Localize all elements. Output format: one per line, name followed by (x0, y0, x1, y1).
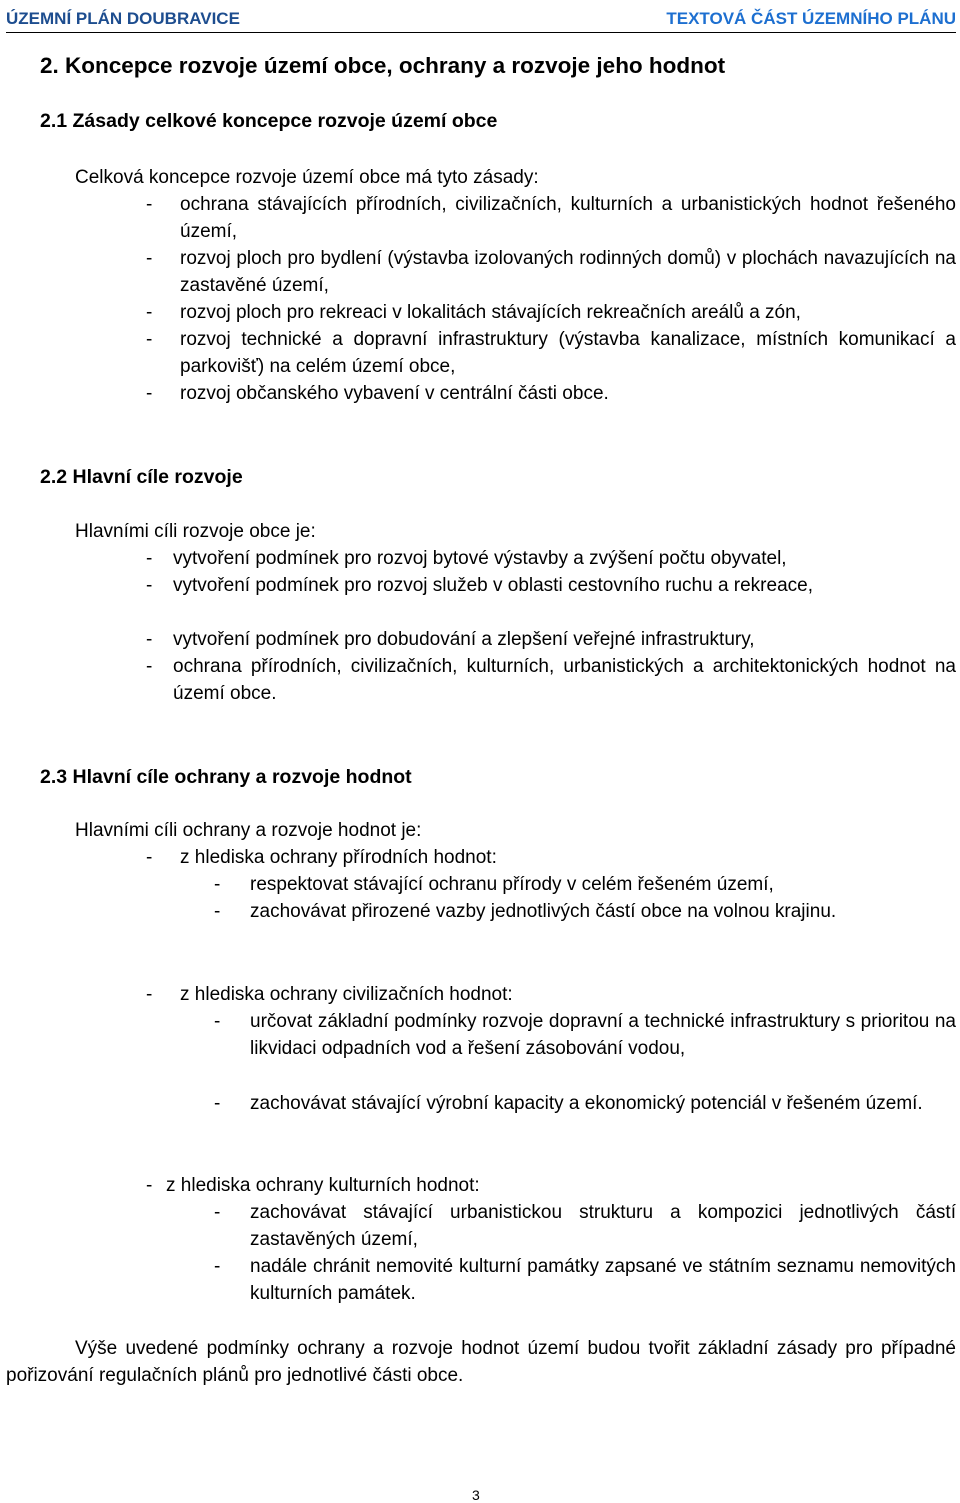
list-item: zachovávat přirozené vazby jednotlivých částí obce na volnou krajinu. (250, 901, 837, 922)
bullet-dash: - (214, 1011, 221, 1032)
section-2-2-intro: Hlavními cíli rozvoje obce je: (75, 521, 316, 542)
page-number: 3 (472, 1487, 480, 1503)
bullet-dash: - (146, 575, 153, 596)
document-title: ÚZEMNÍ PLÁN DOUBRAVICE (6, 9, 240, 28)
bullet-dash: - (146, 548, 153, 569)
bullet-dash: - (146, 383, 153, 404)
bullet-dash: - (146, 329, 153, 350)
list-item: ochrana přírodních, civilizačních, kulturních, urbanistických a architektonických hodnot na území obce. (173, 656, 956, 704)
section-2-1-intro: Celková koncepce rozvoje území obce má tyto zásady: (75, 167, 539, 188)
section-2-2-title: 2.2 Hlavní cíle rozvoje (40, 466, 243, 488)
list-item: rozvoj technické a dopravní infrastruktury (výstavba kanalizace, místních komunikací a parkovišť) na celém území obce, (180, 329, 956, 377)
bullet-dash: - (146, 194, 153, 215)
bullet-dash: - (214, 1202, 221, 1223)
list-item: ochrana stávajících přírodních, civilizačních, kulturních a urbanistických hodnot řešeného území, (180, 194, 956, 242)
list-item: zachovávat stávající výrobní kapacity a ekonomický potenciál v řešeném území. (250, 1093, 923, 1114)
list-item: určovat základní podmínky rozvoje dopravní a technické infrastruktury s prioritou na likvidaci odpadních vod a řešení zásobování vodou, (250, 1011, 956, 1059)
bullet-dash: - (146, 847, 153, 868)
list-item: rozvoj ploch pro bydlení (výstavba izolovaných rodinných domů) v plochách navazujících na zastavěné území, (180, 248, 956, 296)
list-item: zachovávat stávající urbanistickou strukturu a kompozici jednotlivých částí zastavěných území, (250, 1202, 956, 1250)
bullet-dash: - (146, 248, 153, 269)
section-2-1-title: 2.1 Zásady celkové koncepce rozvoje území obce (40, 110, 498, 132)
bullet-dash: - (214, 1256, 221, 1277)
group-label: z hlediska ochrany civilizačních hodnot: (180, 984, 513, 1005)
chapter-title: 2. Koncepce rozvoje území obce, ochrany a rozvoje jeho hodnot (40, 53, 726, 78)
list-item: nadále chránit nemovité kulturní památky zapsané ve státním seznamu nemovitých kulturních památek. (250, 1256, 956, 1304)
list-item: respektovat stávající ochranu přírody v celém řešeném území, (250, 874, 774, 895)
bullet-dash: - (214, 874, 221, 895)
bullet-dash: - (214, 901, 221, 922)
document-section: TEXTOVÁ ČÁST ÚZEMNÍHO PLÁNU (666, 9, 956, 28)
section-2-3-intro: Hlavními cíli ochrany a rozvoje hodnot je: (75, 820, 422, 841)
list-item: rozvoj občanského vybavení v centrální části obce. (180, 383, 609, 404)
bullet-dash: - (146, 984, 153, 1005)
bullet-dash: - (146, 629, 153, 650)
list-item: vytvoření podmínek pro rozvoj služeb v oblasti cestovního ruchu a rekreace, (173, 575, 813, 596)
section-2-3-title: 2.3 Hlavní cíle ochrany a rozvoje hodnot (40, 766, 412, 788)
list-item: vytvoření podmínek pro dobudování a zlepšení veřejné infrastruktury, (173, 629, 755, 650)
bullet-dash: - (146, 302, 153, 323)
bullet-dash: - (146, 656, 153, 677)
bullet-dash: - (214, 1093, 221, 1114)
page-header (6, 6, 956, 33)
group-label: z hlediska ochrany přírodních hodnot: (180, 847, 497, 868)
closing-paragraph: Výše uvedené podmínky ochrany a rozvoje hodnot území budou tvořit základní zásady pro případné pořizování regulačních plánů pro jednotlivé části obce. (6, 1338, 956, 1386)
bullet-dash: - (146, 1175, 153, 1196)
list-item: vytvoření podmínek pro rozvoj bytové výstavby a zvýšení počtu obyvatel, (173, 548, 787, 569)
group-label: z hlediska ochrany kulturních hodnot: (166, 1175, 480, 1196)
list-item: rozvoj ploch pro rekreaci v lokalitách stávajících rekreačních areálů a zón, (180, 302, 801, 323)
